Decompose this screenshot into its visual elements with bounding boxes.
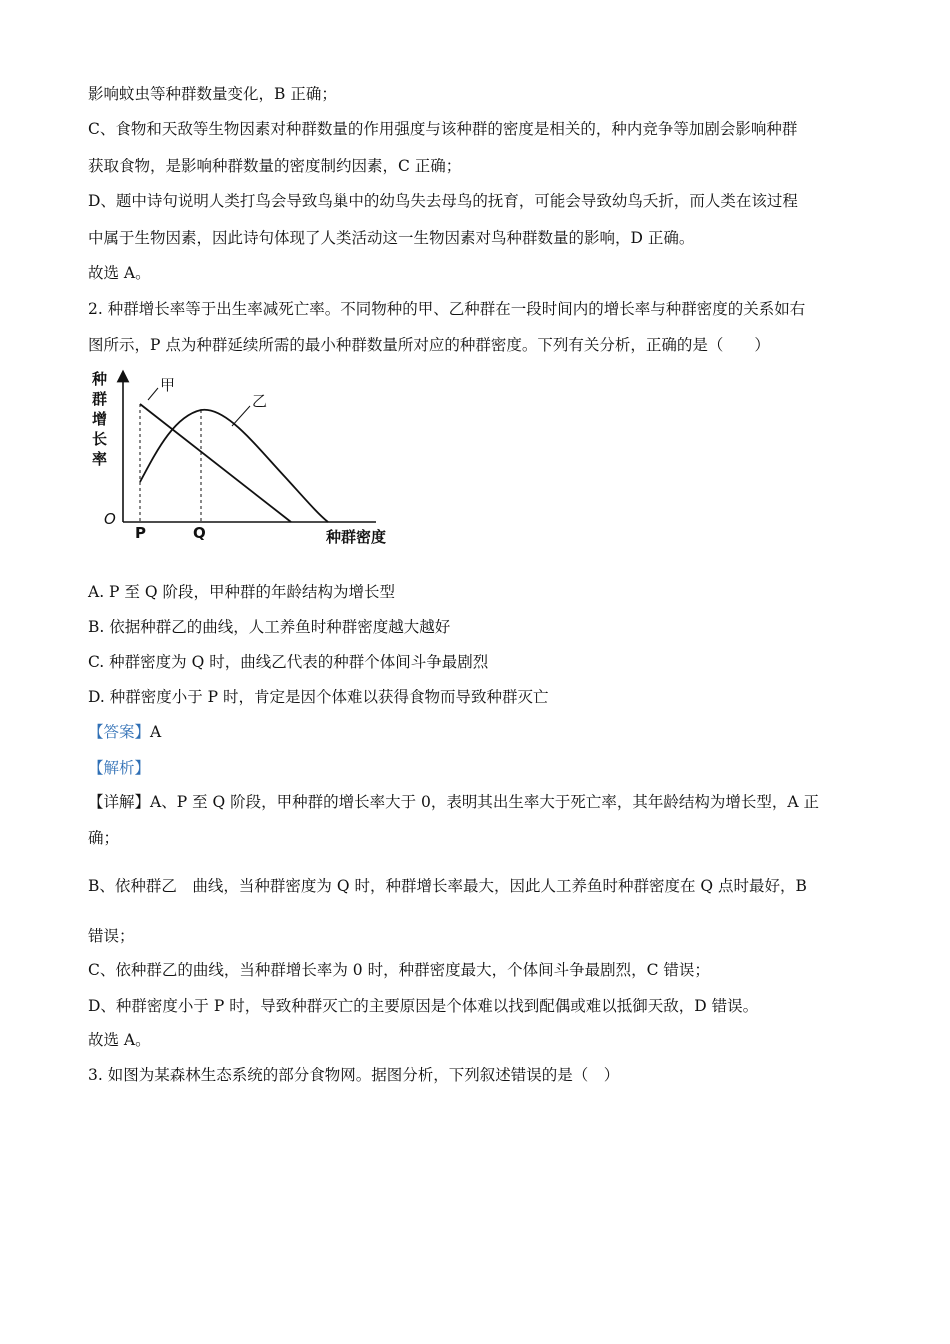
answer-tag: 【答案】: [88, 723, 151, 741]
q2-analysis: [88, 756, 150, 778]
q2-detail-a-line2: 确；: [88, 829, 120, 847]
q2-stem-line1: 2. 种群增长率等于出生率减死亡率。不同物种的甲、乙种群在一段时间内的增长率与种群密度的关系如右: [88, 300, 806, 318]
q2-detail-a-line1: [88, 790, 819, 812]
growth-rate-figure: [86, 366, 416, 556]
curve-yi-label: 乙: [252, 392, 268, 410]
y-label-char: 种: [92, 370, 108, 388]
q2-detail-d: D、种群密度小于 P 时，导致种群灭亡的主要原因是个体难以找到配偶或难以抵御天敌，D 错误。: [88, 997, 759, 1015]
q2-option-c: C. 种群密度为 Q 时，曲线乙代表的种群个体间斗争最剧烈: [88, 653, 489, 671]
prev-b-tail: 影响蚊虫等种群数量变化，B 正确；: [88, 85, 337, 103]
yi-leader: [232, 406, 250, 426]
prev-conclusion: 故选 A。: [88, 264, 151, 282]
q2-conclusion: 故选 A。: [88, 1031, 151, 1049]
y-label-char: 长: [92, 430, 108, 448]
prev-d-line1: D、题中诗句说明人类打鸟会导致鸟巢中的幼鸟失去母鸟的抚育，可能会导致幼鸟夭折，而人类在该过程: [88, 192, 798, 210]
y-label-char: 群: [92, 390, 108, 408]
q2-answer: [88, 720, 161, 742]
q2-detail-c: C、依种群乙的曲线，当种群增长率为 0 时，种群密度最大，个体间斗争最剧烈，C 错误；: [88, 961, 710, 979]
curve-jia-label: 甲: [160, 376, 176, 394]
q2-option-d: D. 种群密度小于 P 时，肯定是因个体难以获得食物而导致种群灭亡: [88, 688, 549, 706]
y-label-char: 率: [92, 450, 108, 468]
origin-label: O: [104, 510, 116, 528]
q2-option-b: B. 依据种群乙的曲线，人工养鱼时种群密度越大越好: [88, 618, 451, 636]
q2-stem-line2: 图所示，P 点为种群延续所需的最小种群数量所对应的种群密度。下列有关分析，正确的是（ ）: [88, 336, 770, 354]
jia-leader: [148, 388, 158, 400]
prev-d-line2: 中属于生物因素，因此诗句体现了人类活动这一生物因素对鸟种群数量的影响，D 正确。: [88, 229, 695, 247]
q2-detail-b-line1: B、依种群乙 曲线，当种群密度为 Q 时，种群增长率最大，因此人工养鱼时种群密度在 Q 点时最好，B: [88, 877, 807, 895]
curve-jia: [140, 404, 291, 522]
detail-tag: 【详解】: [88, 793, 151, 811]
prev-c-line1: C、食物和天敌等生物因素对种群数量的作用强度与该种群的密度是相关的，种内竞争等加剧会影响种群: [88, 120, 798, 138]
detail-a-text: A、P 至 Q 阶段，甲种群的增长率大于 0，表明其出生率大于死亡率，其年龄结构为增长型，A 正: [150, 793, 820, 811]
prev-c-line2: 获取食物，是影响种群数量的密度制约因素，C 正确；: [88, 157, 462, 175]
answer-value: A: [150, 723, 162, 741]
q-label: Q: [193, 524, 206, 542]
q2-option-a: A. P 至 Q 阶段，甲种群的年龄结构为增长型: [88, 583, 395, 601]
analysis-tag: 【解析】: [88, 759, 151, 777]
y-label-char: 增: [92, 410, 108, 428]
q2-detail-b-line2: 错误；: [88, 927, 135, 945]
x-axis-label: 种群密度: [326, 528, 387, 546]
q3-stem: 3. 如图为某森林生态系统的部分食物网。据图分析，下列叙述错误的是（ ）: [88, 1066, 620, 1084]
growth-rate-chart: [86, 366, 416, 556]
p-label: P: [135, 524, 146, 542]
